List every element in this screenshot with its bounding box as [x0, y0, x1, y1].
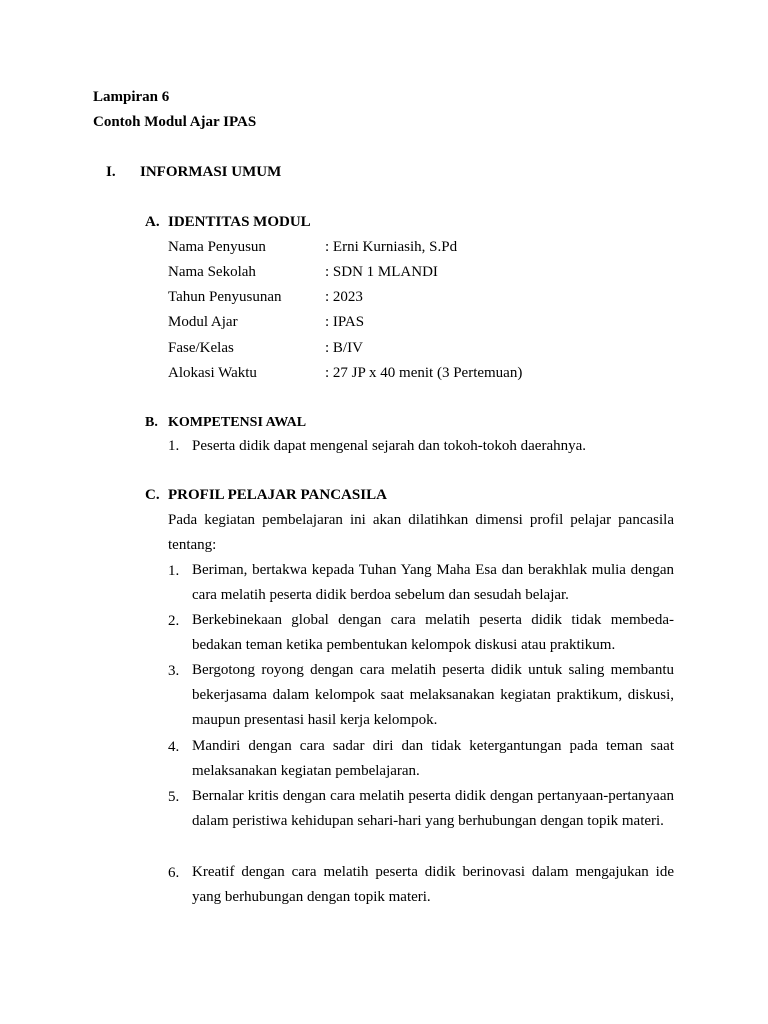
- intro-paragraph: Pada kegiatan pembelajaran ini akan dilatihkan dimensi profil pelajar pancasila tentang:: [168, 512, 674, 553]
- identity-label: Fase/Kelas: [168, 340, 234, 356]
- identity-label: Nama Penyusun: [168, 239, 266, 255]
- identity-label: Nama Sekolah: [168, 264, 256, 280]
- list-item-number: 1.: [168, 563, 180, 579]
- appendix-label: Lampiran 6: [93, 89, 170, 105]
- list-item-number: 3.: [168, 663, 180, 679]
- identity-value: : SDN 1 MLANDI: [325, 264, 438, 280]
- identity-label: Tahun Penyusunan: [168, 289, 282, 305]
- list-item-number: 2.: [168, 613, 180, 629]
- list-item-text: Peserta didik dapat mengenal sejarah dan tokoh-tokoh daerahnya.: [192, 438, 587, 454]
- list-item-number: 6.: [168, 865, 180, 881]
- list-item-text: Bergotong royong dengan cara melatih peserta didik untuk saling membantu bekerjasama dalam kelompok saat melaksanakan kegiatan praktikum, diskusi, maupun presentasi hasil kerja kelompok.: [192, 662, 674, 728]
- identity-value: : 2023: [325, 289, 363, 305]
- list-item-number: 5.: [168, 789, 180, 805]
- list-item-number: 1.: [168, 438, 180, 454]
- list-item-text: Kreatif dengan cara melatih peserta didik berinovasi dalam mengajukan ide yang berhubungan dengan topik materi.: [192, 864, 674, 905]
- identity-value: : IPAS: [325, 314, 365, 330]
- subsection-letter-c: C.: [145, 487, 160, 503]
- subsection-letter-b: B.: [145, 415, 158, 430]
- list-item-number: 4.: [168, 739, 180, 755]
- subsection-title-profil: PROFIL PELAJAR PANCASILA: [168, 487, 387, 503]
- identity-label: Modul Ajar: [168, 314, 238, 330]
- list-item-text: Bernalar kritis dengan cara melatih peserta didik dengan pertanyaan-pertanyaan dalam peristiwa kehidupan sehari-hari yang berhubungan dengan topik materi.: [192, 788, 674, 829]
- identity-value: : Erni Kurniasih, S.Pd: [325, 239, 458, 255]
- document-title: Contoh Modul Ajar IPAS: [93, 114, 257, 130]
- section-numeral: I.: [106, 164, 116, 180]
- list-item-text: Berkebinekaan global dengan cara melatih peserta didik tidak membeda-bedakan teman ketika pembentukan kelompok diskusi atau praktikum.: [192, 612, 674, 653]
- subsection-letter-a: A.: [145, 214, 160, 230]
- identity-label: Alokasi Waktu: [168, 365, 257, 381]
- identity-value: : 27 JP x 40 menit (3 Pertemuan): [325, 365, 523, 381]
- subsection-title-kompetensi: KOMPETENSI AWAL: [168, 415, 307, 430]
- identity-value: : B/IV: [325, 340, 363, 356]
- subsection-title-identitas: IDENTITAS MODUL: [168, 214, 311, 230]
- list-item-text: Mandiri dengan cara sadar diri dan tidak ketergantungan pada teman saat melaksanakan kegiatan pembelajaran.: [192, 738, 674, 779]
- section-title: INFORMASI UMUM: [140, 164, 282, 180]
- list-item-text: Beriman, bertakwa kepada Tuhan Yang Maha Esa dan berakhlak mulia dengan cara melatih peserta didik berdoa sebelum dan sesudah belajar.: [192, 562, 674, 603]
